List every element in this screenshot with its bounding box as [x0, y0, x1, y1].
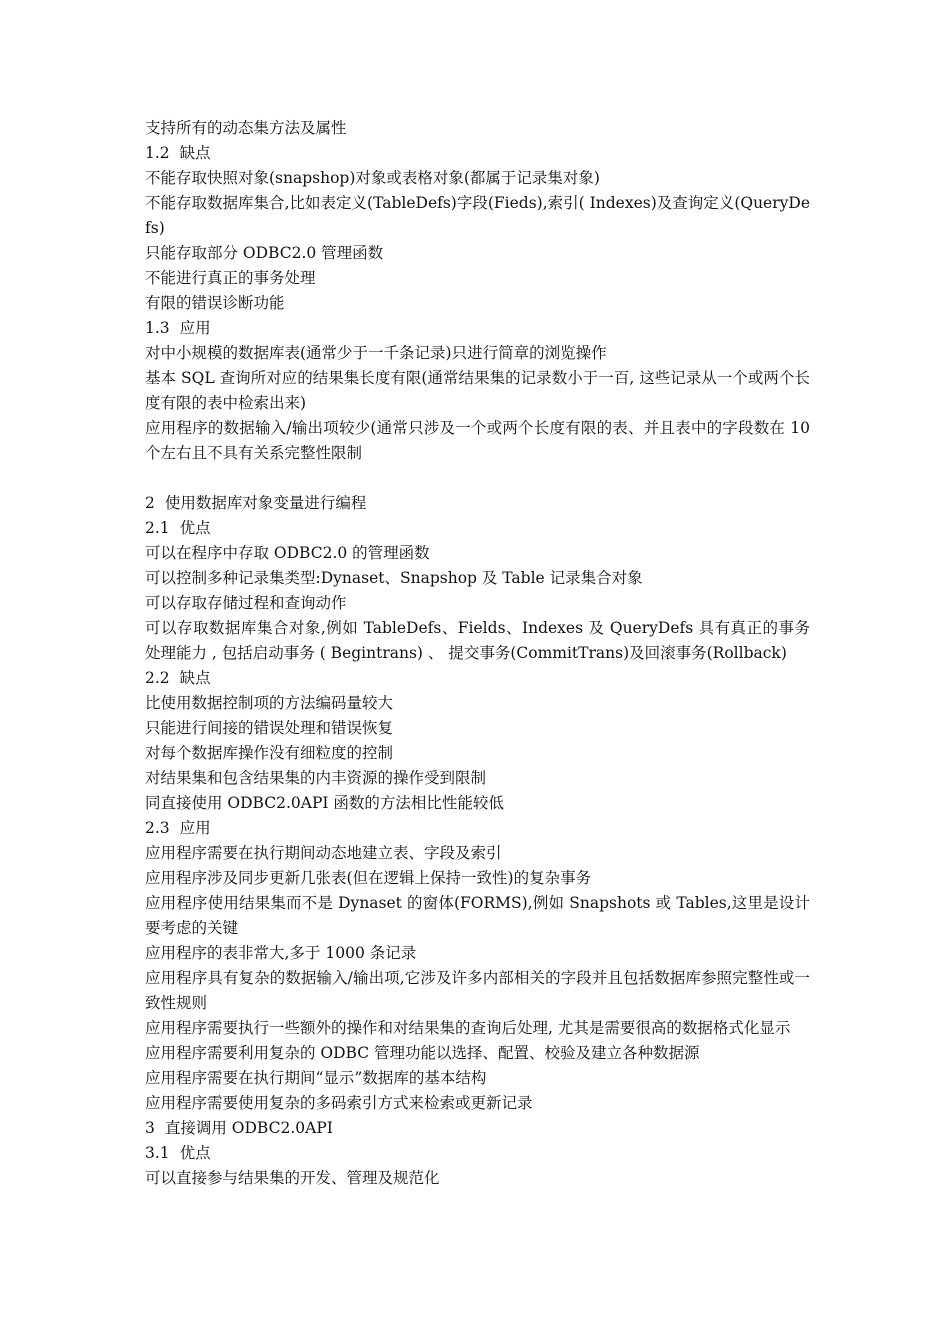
section-heading: [145, 516, 810, 541]
text-paragraph: 不能存取数据库集合,比如表定义(TableDefs)字段(Fieds),索引( Indexes)及查询定义(QueryDefs): [145, 194, 810, 237]
section-title: 直接调用 ODBC2.0API: [164, 1119, 333, 1137]
text-paragraph: 基本 SQL 查询所对应的结果集长度有限(通常结果集的记录数小于一百, 这些记录从一个或两个长度有限的表中检索出来): [145, 369, 810, 412]
section-title: 优点: [179, 519, 211, 537]
section-title: 使用数据库对象变量进行编程: [164, 494, 367, 512]
text-line: 应用程序需要在执行期间“显示”数据库的基本结构: [145, 1069, 487, 1087]
text-line: 可以存取存储过程和查询动作: [145, 594, 347, 612]
section-heading: [145, 491, 810, 516]
document-page: [145, 116, 810, 1191]
text-line: 同直接使用 ODBC2.0API 函数的方法相比性能较低: [145, 794, 504, 812]
text-paragraph: 可以存取数据库集合对象,例如 TableDefs、Fields、Indexes 及 QueryDefs 具有真正的事务处理能力 , 包括启动事务 ( Begintrans) 、 提交事务(CommitTrans)及回滚事务(Rollback): [145, 619, 810, 662]
section-title: 应用: [179, 819, 211, 837]
section-number: 1.3: [145, 319, 170, 337]
text-line: 可以控制多种记录集类型:Dynaset、Snapshop 及 Table 记录集合对象: [145, 569, 643, 587]
section-number: 2: [145, 494, 155, 512]
section-title: 优点: [179, 1144, 211, 1162]
text-line: 对结果集和包含结果集的内丰资源的操作受到限制: [145, 769, 487, 787]
text-line: 支持所有的动态集方法及属性: [145, 119, 347, 137]
text-paragraph: 应用程序需要执行一些额外的操作和对结果集的查询后处理, 尤其是需要很高的数据格式化显示: [145, 1019, 791, 1037]
text-line: 可以直接参与结果集的开发、管理及规范化: [145, 1169, 440, 1187]
section-title: 应用: [179, 319, 211, 337]
text-line: 应用程序需要在执行期间动态地建立表、字段及索引: [145, 844, 502, 862]
text-line: 不能存取快照对象(snapshop)对象或表格对象(都属于记录集对象): [145, 169, 600, 187]
section-title: 缺点: [179, 669, 211, 687]
text-line: 只能存取部分 ODBC2.0 管理函数: [145, 244, 384, 262]
text-line: 只能进行间接的错误处理和错误恢复: [145, 719, 394, 737]
section-number: 3.1: [145, 1144, 170, 1162]
section-title: 缺点: [179, 144, 211, 162]
section-number: 3: [145, 1119, 155, 1137]
text-paragraph: 应用程序具有复杂的数据输入/输出项,它涉及许多内部相关的字段并且包括数据库参照完整性或一致性规则: [145, 969, 810, 1012]
section-heading: [145, 1116, 810, 1141]
text-line: 应用程序需要利用复杂的 ODBC 管理功能以选择、配置、校验及建立各种数据源: [145, 1044, 700, 1062]
section-number: 2.3: [145, 819, 170, 837]
section-heading: [145, 816, 810, 841]
text-line: 对中小规模的数据库表(通常少于一千条记录)只进行简章的浏览操作: [145, 344, 607, 362]
blank-line: [145, 466, 810, 491]
section-heading: [145, 666, 810, 691]
text-line: 应用程序需要使用复杂的多码索引方式来检索或更新记录: [145, 1094, 533, 1112]
text-line: 可以在程序中存取 ODBC2.0 的管理函数: [145, 544, 430, 562]
text-paragraph: 应用程序使用结果集而不是 Dynaset 的窗体(FORMS),例如 Snapshots 或 Tables,这里是设计要考虑的关键: [145, 894, 810, 937]
text-line: 应用程序的表非常大,多于 1000 条记录: [145, 944, 417, 962]
text-line: 应用程序涉及同步更新几张表(但在逻辑上保持一致性)的复杂事务: [145, 869, 592, 887]
section-heading: [145, 141, 810, 166]
section-number: 2.1: [145, 519, 170, 537]
text-line: 不能进行真正的事务处理: [145, 269, 316, 287]
text-line: 有限的错误诊断功能: [145, 294, 285, 312]
section-number: 1.2: [145, 144, 170, 162]
text-line: 对每个数据库操作没有细粒度的控制: [145, 744, 394, 762]
section-number: 2.2: [145, 669, 170, 687]
text-line: 比使用数据控制项的方法编码量较大: [145, 694, 394, 712]
text-paragraph: 应用程序的数据输入/输出项较少(通常只涉及一个或两个长度有限的表、并且表中的字段数在 10 个左右且不具有关系完整性限制: [145, 419, 810, 462]
section-heading: [145, 316, 810, 341]
section-heading: [145, 1141, 810, 1166]
